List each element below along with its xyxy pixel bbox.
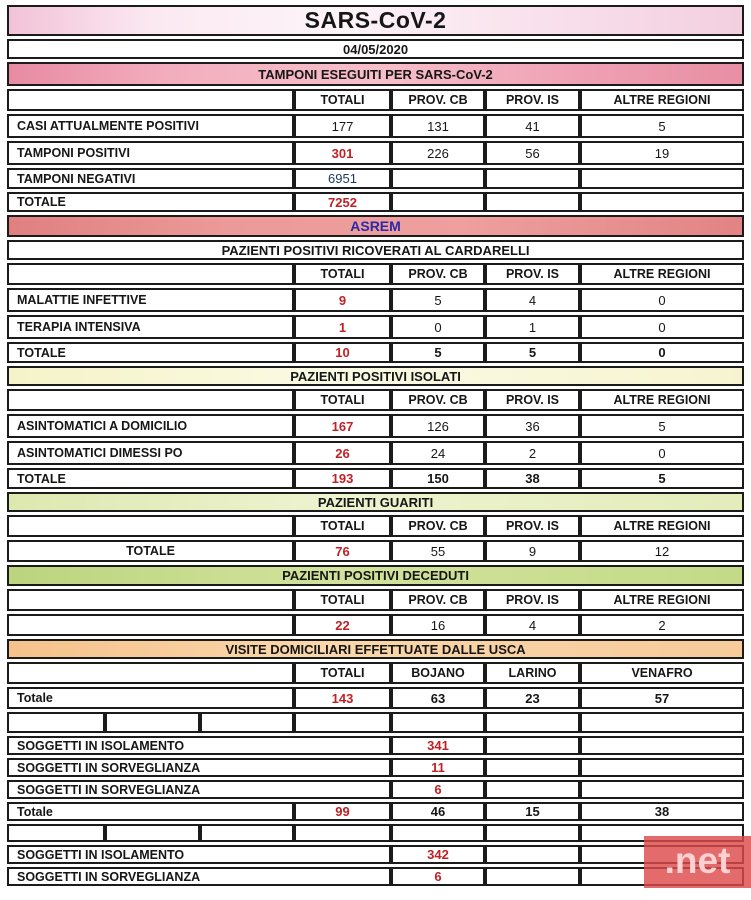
cell-totali: 10 xyxy=(294,342,391,363)
table-row xyxy=(7,288,744,312)
cell-totali: 167 xyxy=(294,414,391,438)
cell-prov-cb: 55 xyxy=(391,540,485,562)
header-row xyxy=(7,515,744,537)
cell-venafro: 38 xyxy=(580,802,744,821)
column-header-altre-regioni: ALTRE REGIONI xyxy=(580,515,744,537)
cell-prov-cb: 5 xyxy=(391,342,485,363)
cell-altre-regioni: 5 xyxy=(580,468,744,489)
cell-prov-is xyxy=(485,168,580,189)
row-label: TAMPONI NEGATIVI xyxy=(7,168,294,189)
column-header-prov-is: PROV. IS xyxy=(485,389,580,411)
cell-value: 342 xyxy=(391,845,485,864)
section-header-deceduti: PAZIENTI POSITIVI DECEDUTI xyxy=(7,565,744,586)
table-row xyxy=(7,168,744,189)
cell-altre-regioni: 0 xyxy=(580,315,744,339)
empty-cell xyxy=(294,824,391,842)
table-row xyxy=(7,780,744,799)
table-row xyxy=(7,414,744,438)
empty-cell xyxy=(391,824,485,842)
empty-cell xyxy=(105,712,200,733)
empty-cell xyxy=(200,824,294,842)
header-row xyxy=(7,263,744,285)
cell-prov-is: 4 xyxy=(485,288,580,312)
cell-prov-cb: 16 xyxy=(391,614,485,636)
cell-totali: 7252 xyxy=(294,192,391,212)
cell-totali: 143 xyxy=(294,687,391,709)
table-row-total xyxy=(7,342,744,363)
column-header-prov-cb: PROV. CB xyxy=(391,515,485,537)
empty-cell xyxy=(485,758,580,777)
table-row xyxy=(7,867,744,886)
cell-totali: 177 xyxy=(294,114,391,138)
column-header-prov-is: PROV. IS xyxy=(485,89,580,111)
row-label: TOTALE xyxy=(7,540,294,562)
report-document xyxy=(7,2,744,889)
row-label: SOGGETTI IN SORVEGLIANZA xyxy=(7,780,391,799)
cell-prov-is: 41 xyxy=(485,114,580,138)
cell-value: 341 xyxy=(391,736,485,755)
column-header-totali: TOTALI xyxy=(294,589,391,611)
row-label: ASINTOMATICI A DOMICILIO xyxy=(7,414,294,438)
section-header-guariti: PAZIENTI GUARITI xyxy=(7,492,744,512)
section-header-tamponi: TAMPONI ESEGUITI PER SARS-CoV-2 xyxy=(7,62,744,86)
cell-totali: 22 xyxy=(294,614,391,636)
watermark-net-badge: .net xyxy=(644,836,751,888)
table-row xyxy=(7,758,744,777)
cell-altre-regioni: 0 xyxy=(580,441,744,465)
header-row xyxy=(7,389,744,411)
section-header-asrem: ASREM xyxy=(7,215,744,237)
report-table xyxy=(7,2,744,889)
row-label: SOGGETTI IN ISOLAMENTO xyxy=(7,736,391,755)
empty-corner-cell xyxy=(7,89,294,111)
column-header-bojano: BOJANO xyxy=(391,662,485,684)
page-title: SARS-CoV-2 xyxy=(7,5,744,36)
cell-value: 11 xyxy=(391,758,485,777)
cell-prov-cb xyxy=(391,168,485,189)
cell-altre-regioni xyxy=(580,192,744,212)
cell-prov-is xyxy=(485,192,580,212)
empty-corner-cell xyxy=(7,389,294,411)
header-row xyxy=(7,89,744,111)
cell-prov-cb: 150 xyxy=(391,468,485,489)
report-date: 04/05/2020 xyxy=(7,39,744,59)
cell-bojano: 46 xyxy=(391,802,485,821)
header-row xyxy=(7,589,744,611)
cell-prov-is: 9 xyxy=(485,540,580,562)
cell-value: 6 xyxy=(391,780,485,799)
empty-cell xyxy=(485,824,580,842)
cell-prov-cb: 5 xyxy=(391,288,485,312)
table-row xyxy=(7,315,744,339)
cell-prov-is: 38 xyxy=(485,468,580,489)
cell-prov-is: 2 xyxy=(485,441,580,465)
column-header-prov-cb: PROV. CB xyxy=(391,389,485,411)
column-header-totali: TOTALI xyxy=(294,89,391,111)
column-header-altre-regioni: ALTRE REGIONI xyxy=(580,263,744,285)
table-row xyxy=(7,141,744,165)
column-header-prov-cb: PROV. CB xyxy=(391,589,485,611)
column-header-altre-regioni: ALTRE REGIONI xyxy=(580,89,744,111)
cell-altre-regioni xyxy=(580,168,744,189)
table-row-total xyxy=(7,192,744,212)
empty-cell xyxy=(580,736,744,755)
cell-totali: 6951 xyxy=(294,168,391,189)
empty-cell xyxy=(485,712,580,733)
column-header-prov-is: PROV. IS xyxy=(485,589,580,611)
column-header-altre-regioni: ALTRE REGIONI xyxy=(580,389,744,411)
cell-altre-regioni: 0 xyxy=(580,342,744,363)
empty-cell xyxy=(485,780,580,799)
column-header-prov-cb: PROV. CB xyxy=(391,89,485,111)
section-header-visite-usca: VISITE DOMICILIARI EFFETTUATE DALLE USCA xyxy=(7,639,744,659)
cell-altre-regioni: 5 xyxy=(580,414,744,438)
empty-corner-cell xyxy=(7,662,294,684)
spacer-row xyxy=(7,824,744,842)
empty-cell xyxy=(7,712,105,733)
cell-totali: 26 xyxy=(294,441,391,465)
spacer-row xyxy=(7,712,744,733)
section-header-isolati: PAZIENTI POSITIVI ISOLATI xyxy=(7,366,744,386)
row-label: Totale xyxy=(7,802,294,821)
row-label: TAMPONI POSITIVI xyxy=(7,141,294,165)
row-label: Totale xyxy=(7,687,294,709)
row-label: TOTALE xyxy=(7,192,294,212)
row-label: SOGGETTI IN ISOLAMENTO xyxy=(7,845,391,864)
row-label: TERAPIA INTENSIVA xyxy=(7,315,294,339)
header-row xyxy=(7,662,744,684)
cell-venafro: 57 xyxy=(580,687,744,709)
empty-cell xyxy=(105,824,200,842)
cell-bojano: 63 xyxy=(391,687,485,709)
cell-prov-cb: 0 xyxy=(391,315,485,339)
cell-totali: 1 xyxy=(294,315,391,339)
table-row xyxy=(7,114,744,138)
cell-altre-regioni: 5 xyxy=(580,114,744,138)
cell-larino: 23 xyxy=(485,687,580,709)
cell-altre-regioni: 2 xyxy=(580,614,744,636)
section-header-cardarelli: PAZIENTI POSITIVI RICOVERATI AL CARDARELLI xyxy=(7,240,744,260)
row-label: SOGGETTI IN SORVEGLIANZA xyxy=(7,867,391,886)
cell-value: 6 xyxy=(391,867,485,886)
column-header-altre-regioni: ALTRE REGIONI xyxy=(580,589,744,611)
row-label: TOTALE xyxy=(7,342,294,363)
cell-prov-cb: 24 xyxy=(391,441,485,465)
column-header-totali: TOTALI xyxy=(294,389,391,411)
table-row xyxy=(7,614,744,636)
cell-totali: 76 xyxy=(294,540,391,562)
column-header-totali: TOTALI xyxy=(294,662,391,684)
row-label: SOGGETTI IN SORVEGLIANZA xyxy=(7,758,391,777)
row-label: ASINTOMATICI DIMESSI PO xyxy=(7,441,294,465)
empty-cell xyxy=(580,780,744,799)
cell-altre-regioni: 12 xyxy=(580,540,744,562)
row-label: TOTALE xyxy=(7,468,294,489)
column-header-larino: LARINO xyxy=(485,662,580,684)
cell-prov-is: 5 xyxy=(485,342,580,363)
cell-prov-cb xyxy=(391,192,485,212)
cell-larino: 15 xyxy=(485,802,580,821)
table-row xyxy=(7,845,744,864)
row-label: CASI ATTUALMENTE POSITIVI xyxy=(7,114,294,138)
cell-altre-regioni: 0 xyxy=(580,288,744,312)
cell-totali: 193 xyxy=(294,468,391,489)
column-header-venafro: VENAFRO xyxy=(580,662,744,684)
empty-cell xyxy=(485,736,580,755)
cell-prov-is: 4 xyxy=(485,614,580,636)
empty-corner-cell xyxy=(7,263,294,285)
column-header-prov-is: PROV. IS xyxy=(485,263,580,285)
row-label xyxy=(7,614,294,636)
cell-prov-is: 36 xyxy=(485,414,580,438)
empty-corner-cell xyxy=(7,515,294,537)
cell-prov-cb: 226 xyxy=(391,141,485,165)
empty-cell xyxy=(294,712,391,733)
empty-corner-cell xyxy=(7,589,294,611)
empty-cell xyxy=(7,824,105,842)
table-row xyxy=(7,441,744,465)
cell-totali: 99 xyxy=(294,802,391,821)
table-row-total xyxy=(7,540,744,562)
table-row xyxy=(7,736,744,755)
cell-totali: 9 xyxy=(294,288,391,312)
cell-prov-is: 56 xyxy=(485,141,580,165)
table-row-total xyxy=(7,802,744,821)
cell-totali: 301 xyxy=(294,141,391,165)
empty-cell xyxy=(580,758,744,777)
cell-prov-cb: 131 xyxy=(391,114,485,138)
empty-cell xyxy=(391,712,485,733)
cell-prov-is: 1 xyxy=(485,315,580,339)
table-row-total xyxy=(7,687,744,709)
cell-prov-cb: 126 xyxy=(391,414,485,438)
column-header-prov-is: PROV. IS xyxy=(485,515,580,537)
empty-cell xyxy=(485,867,580,886)
empty-cell xyxy=(200,712,294,733)
column-header-prov-cb: PROV. CB xyxy=(391,263,485,285)
column-header-totali: TOTALI xyxy=(294,263,391,285)
row-label: MALATTIE INFETTIVE xyxy=(7,288,294,312)
empty-cell xyxy=(485,845,580,864)
empty-cell xyxy=(580,712,744,733)
column-header-totali: TOTALI xyxy=(294,515,391,537)
cell-altre-regioni: 19 xyxy=(580,141,744,165)
table-row-total xyxy=(7,468,744,489)
